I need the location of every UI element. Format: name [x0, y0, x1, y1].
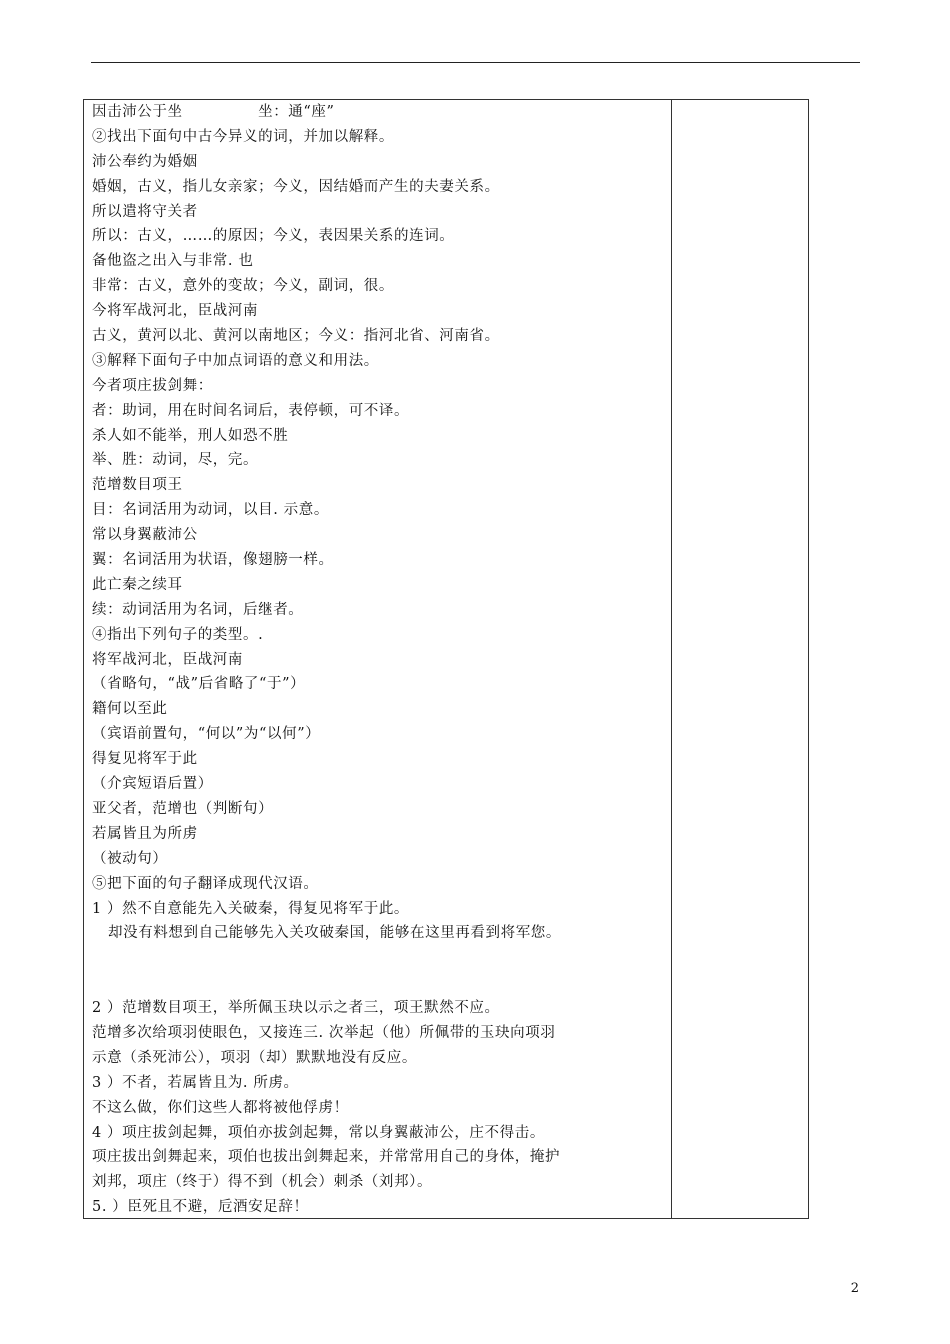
text-line: 若属皆且为所虏	[92, 825, 198, 842]
text-line: 亚父者，范增也（判断句）	[92, 800, 274, 817]
text-line: 所以：古义，……的原因；今义，表因果关系的连词。	[92, 228, 455, 245]
text-line: 续：动词活用为名词，后继者。	[92, 601, 304, 618]
text-line: 示意（杀死沛公），项羽（却）默默地没有反应。	[92, 1049, 417, 1066]
text-line: 此亡秦之续耳	[92, 576, 183, 593]
table-cell-content	[92, 100, 667, 1220]
text-line: ④指出下列句子的类型。.	[92, 626, 264, 643]
text-line: （宾语前置句，“何以”为“以何”）	[92, 726, 321, 743]
text-line: （省略句，“战”后省略了“于”）	[92, 676, 306, 693]
text-line	[92, 971, 667, 996]
text-line: 将军战河北，臣战河南	[92, 651, 243, 668]
text-line: 5. ）臣死且不避，卮酒安足辞！	[92, 1199, 309, 1216]
header-rule	[91, 62, 860, 63]
text-line: 却没有料想到自己能够先入关攻破秦国，能够在这里再看到将军您。	[108, 925, 561, 942]
text-line: 杀人如不能举，刑人如恐不胜	[92, 427, 289, 444]
text-line: 籍何以至此	[92, 701, 168, 718]
text-line: 得复见将军于此	[92, 751, 198, 768]
text-line: ⑤把下面的句子翻译成现代汉语。	[92, 875, 319, 892]
text-line: （被动句）	[92, 850, 168, 867]
text-line: 2 ）范增数目项王，举所佩玉玦以示之者三，项王默然不应。	[92, 1000, 500, 1017]
text-line: 范增数目项王	[92, 477, 183, 494]
text-line: 刘邦，项庄（终于）得不到（机会）刺杀（刘邦）。	[92, 1174, 433, 1191]
text-line: 沛公奉约为婚姻	[92, 153, 198, 170]
text-line: 常以身翼蔽沛公	[92, 527, 198, 544]
text-line: 婚姻，古义，指儿女亲家；今义，因结婚而产生的夫妻关系。	[92, 178, 500, 195]
text-line: 项庄拔出剑舞起来，项伯也拔出剑舞起来，并常常用自己的身体，掩护	[92, 1149, 561, 1166]
page-number: 2	[850, 1281, 859, 1296]
text-line: 备他盗之出入与非常. 也	[92, 253, 254, 270]
text-line: 非常：古义，意外的变故；今义，副词，很。	[92, 278, 394, 295]
text-line: 举、胜：动词，尽，完。	[92, 452, 259, 469]
text-line: 3 ）不者，若属皆且为. 所虏。	[92, 1074, 299, 1091]
text-line: 者：助词，用在时间名词后，表停顿，可不译。	[92, 402, 410, 419]
text-line: 不这么做，你们这些人都将被他俘虏！	[92, 1099, 349, 1116]
text-line: 所以遣将守关者	[92, 203, 198, 220]
table-column-divider	[671, 99, 672, 1219]
text-line: 1 ）然不自意能先入关破秦，得复见将军于此。	[92, 900, 410, 917]
text-line: 4 ）项庄拔剑起舞，项伯亦拔剑起舞，常以身翼蔽沛公，庄不得击。	[92, 1124, 545, 1141]
text-line: （介宾短语后置）	[92, 776, 213, 793]
text-line: 目：名词活用为动词，以目. 示意。	[92, 502, 329, 519]
text-line	[92, 946, 667, 971]
text-line: ③解释下面句子中加点词语的意义和用法。	[92, 352, 379, 369]
text-line: ②找出下面句中古今异义的词，并加以解释。	[92, 128, 394, 145]
text-line: 古义，黄河以北、黄河以南地区；今义：指河北省、河南省。	[92, 328, 500, 345]
text-line: 范增多次给项羽使眼色，又接连三. 次举起（他）所佩带的玉玦向项羽	[92, 1024, 556, 1041]
text-line: 因击沛公于坐 坐：通“座”	[92, 104, 335, 120]
text-line: 今者项庄拔剑舞：	[92, 377, 213, 394]
text-line: 今将军战河北，臣战河南	[92, 303, 259, 320]
text-line: 翼：名词活用为状语，像翅膀一样。	[92, 552, 334, 569]
